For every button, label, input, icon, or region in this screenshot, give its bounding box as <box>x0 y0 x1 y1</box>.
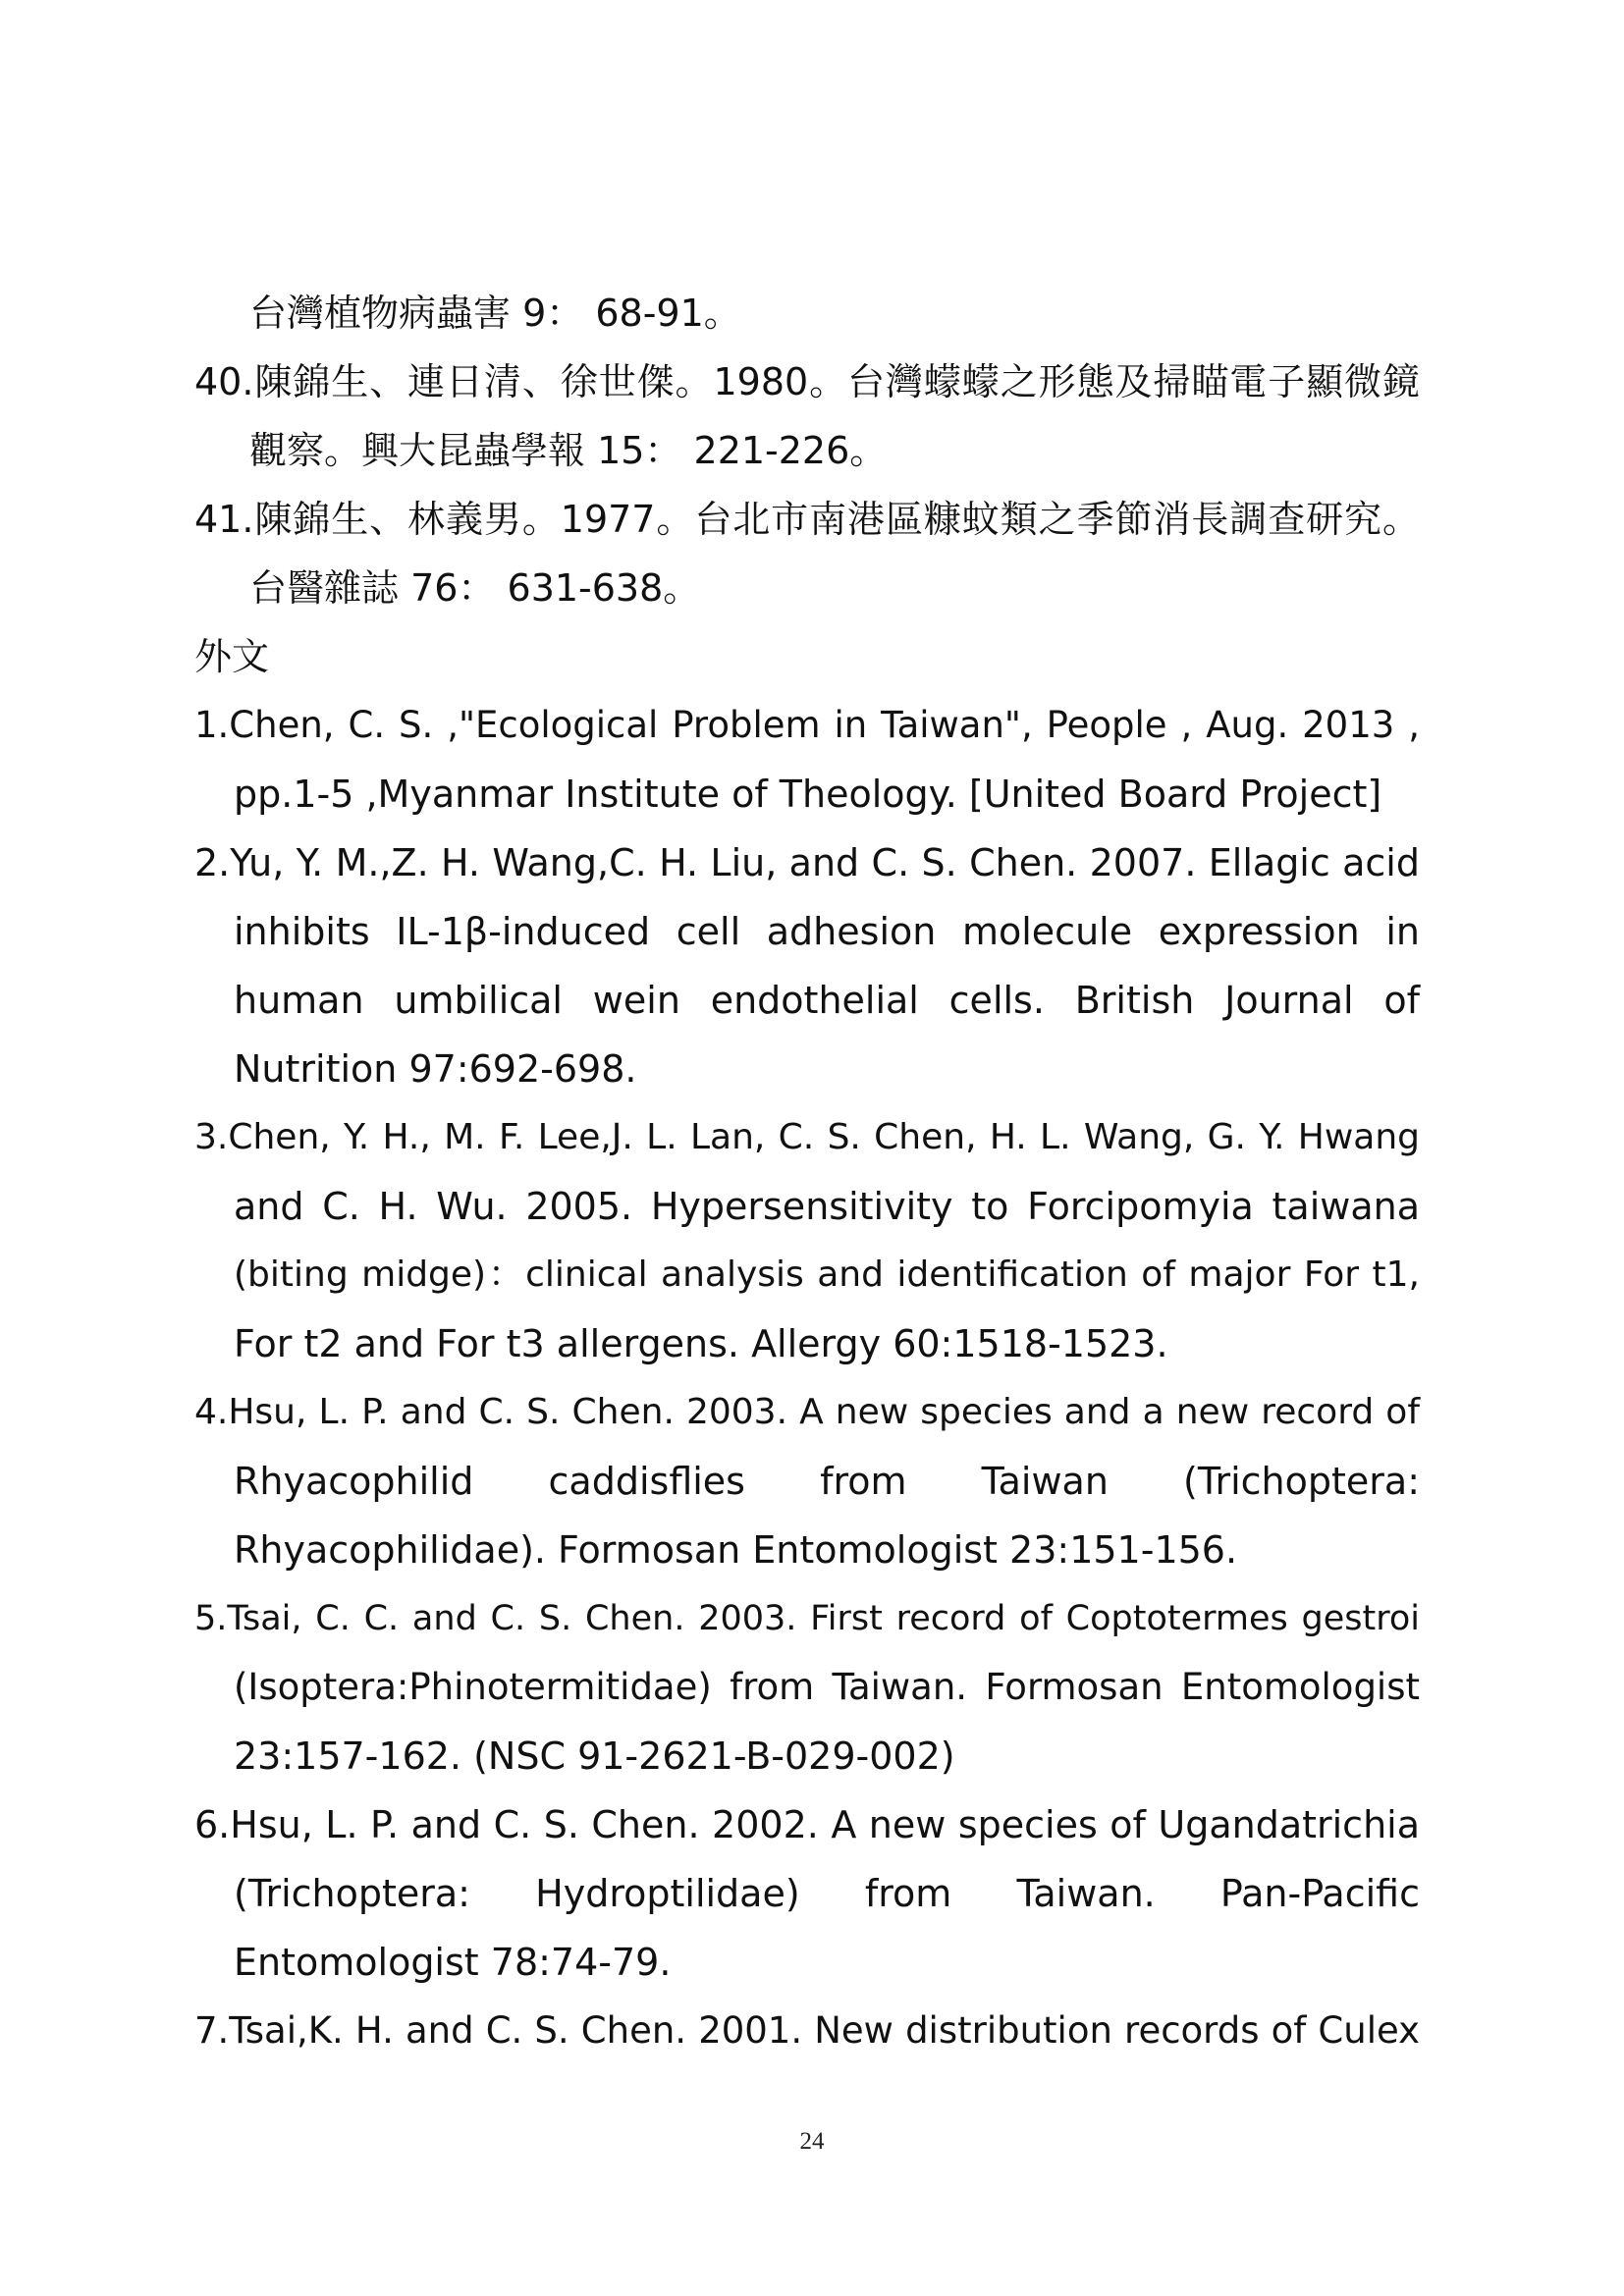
reference-entry-en-5 <box>194 1584 1420 1790</box>
reference-line: (biting midge)：clinical analysis and identification of major For t1, <box>234 1255 1420 1295</box>
reference-line: 5.Tsai, C. C. and C. S. Chen. 2003. First record of Coptotermes gestroi <box>194 1599 1420 1638</box>
reference-entry-en-4 <box>194 1378 1420 1584</box>
reference-entry-en-1 <box>194 691 1420 828</box>
reference-list <box>194 279 1420 2065</box>
reference-continuation <box>194 279 1420 347</box>
reference-line: Rhyacophilid caddisflies from Taiwan (Trichoptera: <box>234 1460 1420 1503</box>
section-heading-foreign: 外文 <box>194 635 270 678</box>
reference-line: 7.Tsai,K. H. and C. S. Chen. 2001. New distribution records of Culex <box>194 2009 1420 2052</box>
reference-line: For t2 and For t3 allergens. Allergy 60:1518-1523. <box>234 1322 1168 1365</box>
reference-line: and C. H. Wu. 2005. Hypersensitivity to Forcipomyia taiwana <box>234 1185 1420 1228</box>
reference-line: 台醫雜誌 76： 631-638。 <box>249 566 701 610</box>
reference-line: 6.Hsu, L. P. and C. S. Chen. 2002. A new species of Ugandatrichia <box>194 1803 1420 1846</box>
reference-line: human umbilical wein endothelial cells. British Journal of <box>234 979 1420 1022</box>
reference-line: 觀察。興大昆蟲學報 15： 221-226。 <box>249 429 888 472</box>
reference-entry-en-2 <box>194 828 1420 1103</box>
reference-entry-41 <box>194 485 1420 622</box>
reference-entry-40 <box>194 347 1420 485</box>
reference-line: 3.Chen, Y. H., M. F. Lee,J. L. Lan, C. S. Chen, H. L. Wang, G. Y. Hwang <box>194 1117 1420 1157</box>
reference-line: (Isoptera:Phinotermitidae) from Taiwan. Formosan Entomologist <box>234 1666 1420 1708</box>
reference-line: 41.陳錦生、林義男。1977。台北市南港區糠蚊類之季節消長調查研究。 <box>194 498 1420 541</box>
reference-line: 23:157-162. (NSC 91-2621-B-029-002) <box>234 1735 955 1778</box>
reference-line: Nutrition 97:692-698. <box>234 1047 637 1091</box>
reference-line: 40.陳錦生、連日清、徐世傑。1980。台灣蠓蠓之形態及掃瞄電子顯微鏡 <box>194 360 1420 403</box>
reference-line: 台灣植物病蟲害 9： 68-91。 <box>249 292 741 335</box>
reference-line: 1.Chen, C. S. ,"Ecological Problem in Taiwan", People , Aug. 2013 , <box>194 704 1420 746</box>
reference-line: pp.1-5 ,Myanmar Institute of Theology. [United Board Project] <box>234 773 1382 816</box>
reference-line: inhibits IL-1β-induced cell adhesion molecule expression in <box>234 910 1420 953</box>
reference-entry-en-6 <box>194 1790 1420 1997</box>
reference-line: (Trichoptera: Hydroptilidae) from Taiwan. Pan-Pacific <box>234 1872 1420 1915</box>
reference-line: 4.Hsu, L. P. and C. S. Chen. 2003. A new species and a new record of <box>194 1392 1420 1432</box>
reference-line: 2.Yu, Y. M.,Z. H. Wang,C. H. Liu, and C. S. Chen. 2007. Ellagic acid <box>194 841 1420 884</box>
reference-line: Entomologist 78:74-79. <box>234 1941 672 1984</box>
page-number: 24 <box>799 2128 825 2155</box>
reference-line: Rhyacophilidae). Formosan Entomologist 23:151-156. <box>234 1528 1238 1572</box>
reference-entry-en-7 <box>194 1997 1420 2065</box>
reference-entry-en-3 <box>194 1103 1420 1378</box>
